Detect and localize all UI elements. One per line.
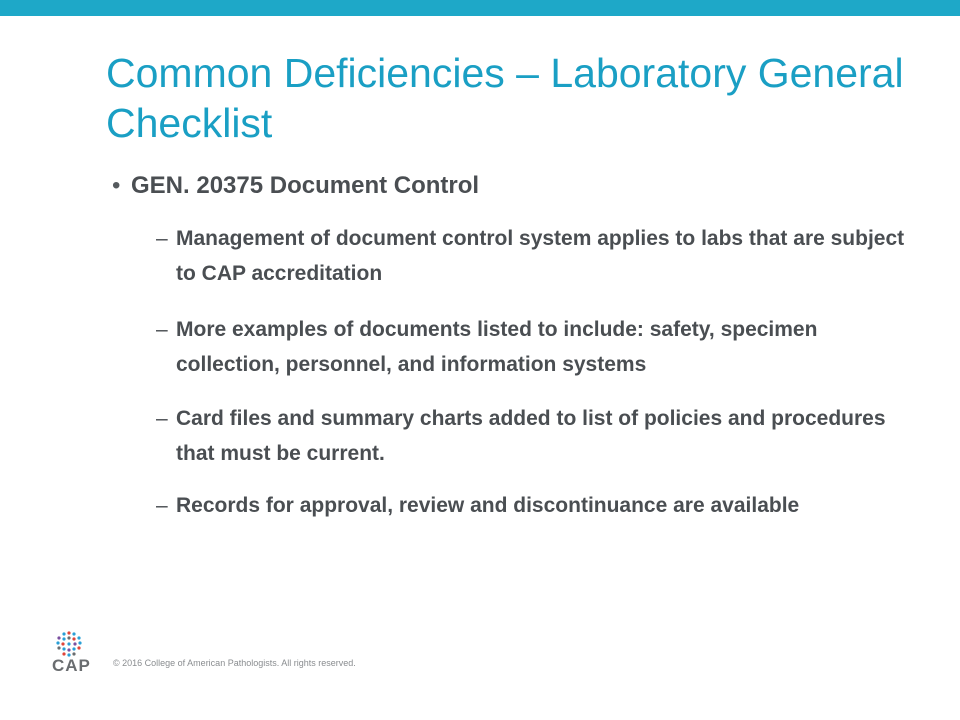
sub-item [156,488,916,523]
cap-logo-text: CAP [52,656,91,675]
bullet-heading: GEN. 20375 Document Control [131,172,480,199]
sub-item-text: Management of document control system applies to labs that are subject to CAP accreditation [176,227,905,285]
sub-item [156,312,916,382]
dash-marker: – [156,318,168,341]
dash-marker: – [156,227,168,250]
sub-item-text: Records for approval, review and discontinuance are available [176,494,800,517]
sub-item [156,401,916,471]
bullet-marker: • [112,172,121,199]
sub-item-text: More examples of documents listed to include: safety, specimen collection, personnel, and information systems [176,318,818,376]
dash-marker: – [156,407,168,430]
sub-item-text: Card files and summary charts added to list of policies and procedures that must be current. [176,407,886,465]
slide-title: Common Deficiencies – Laboratory General Checklist [106,50,904,146]
dash-marker: – [156,494,168,517]
copyright-notice: © 2016 College of American Pathologists. All rights reserved. [113,658,356,668]
sub-item [156,221,916,291]
